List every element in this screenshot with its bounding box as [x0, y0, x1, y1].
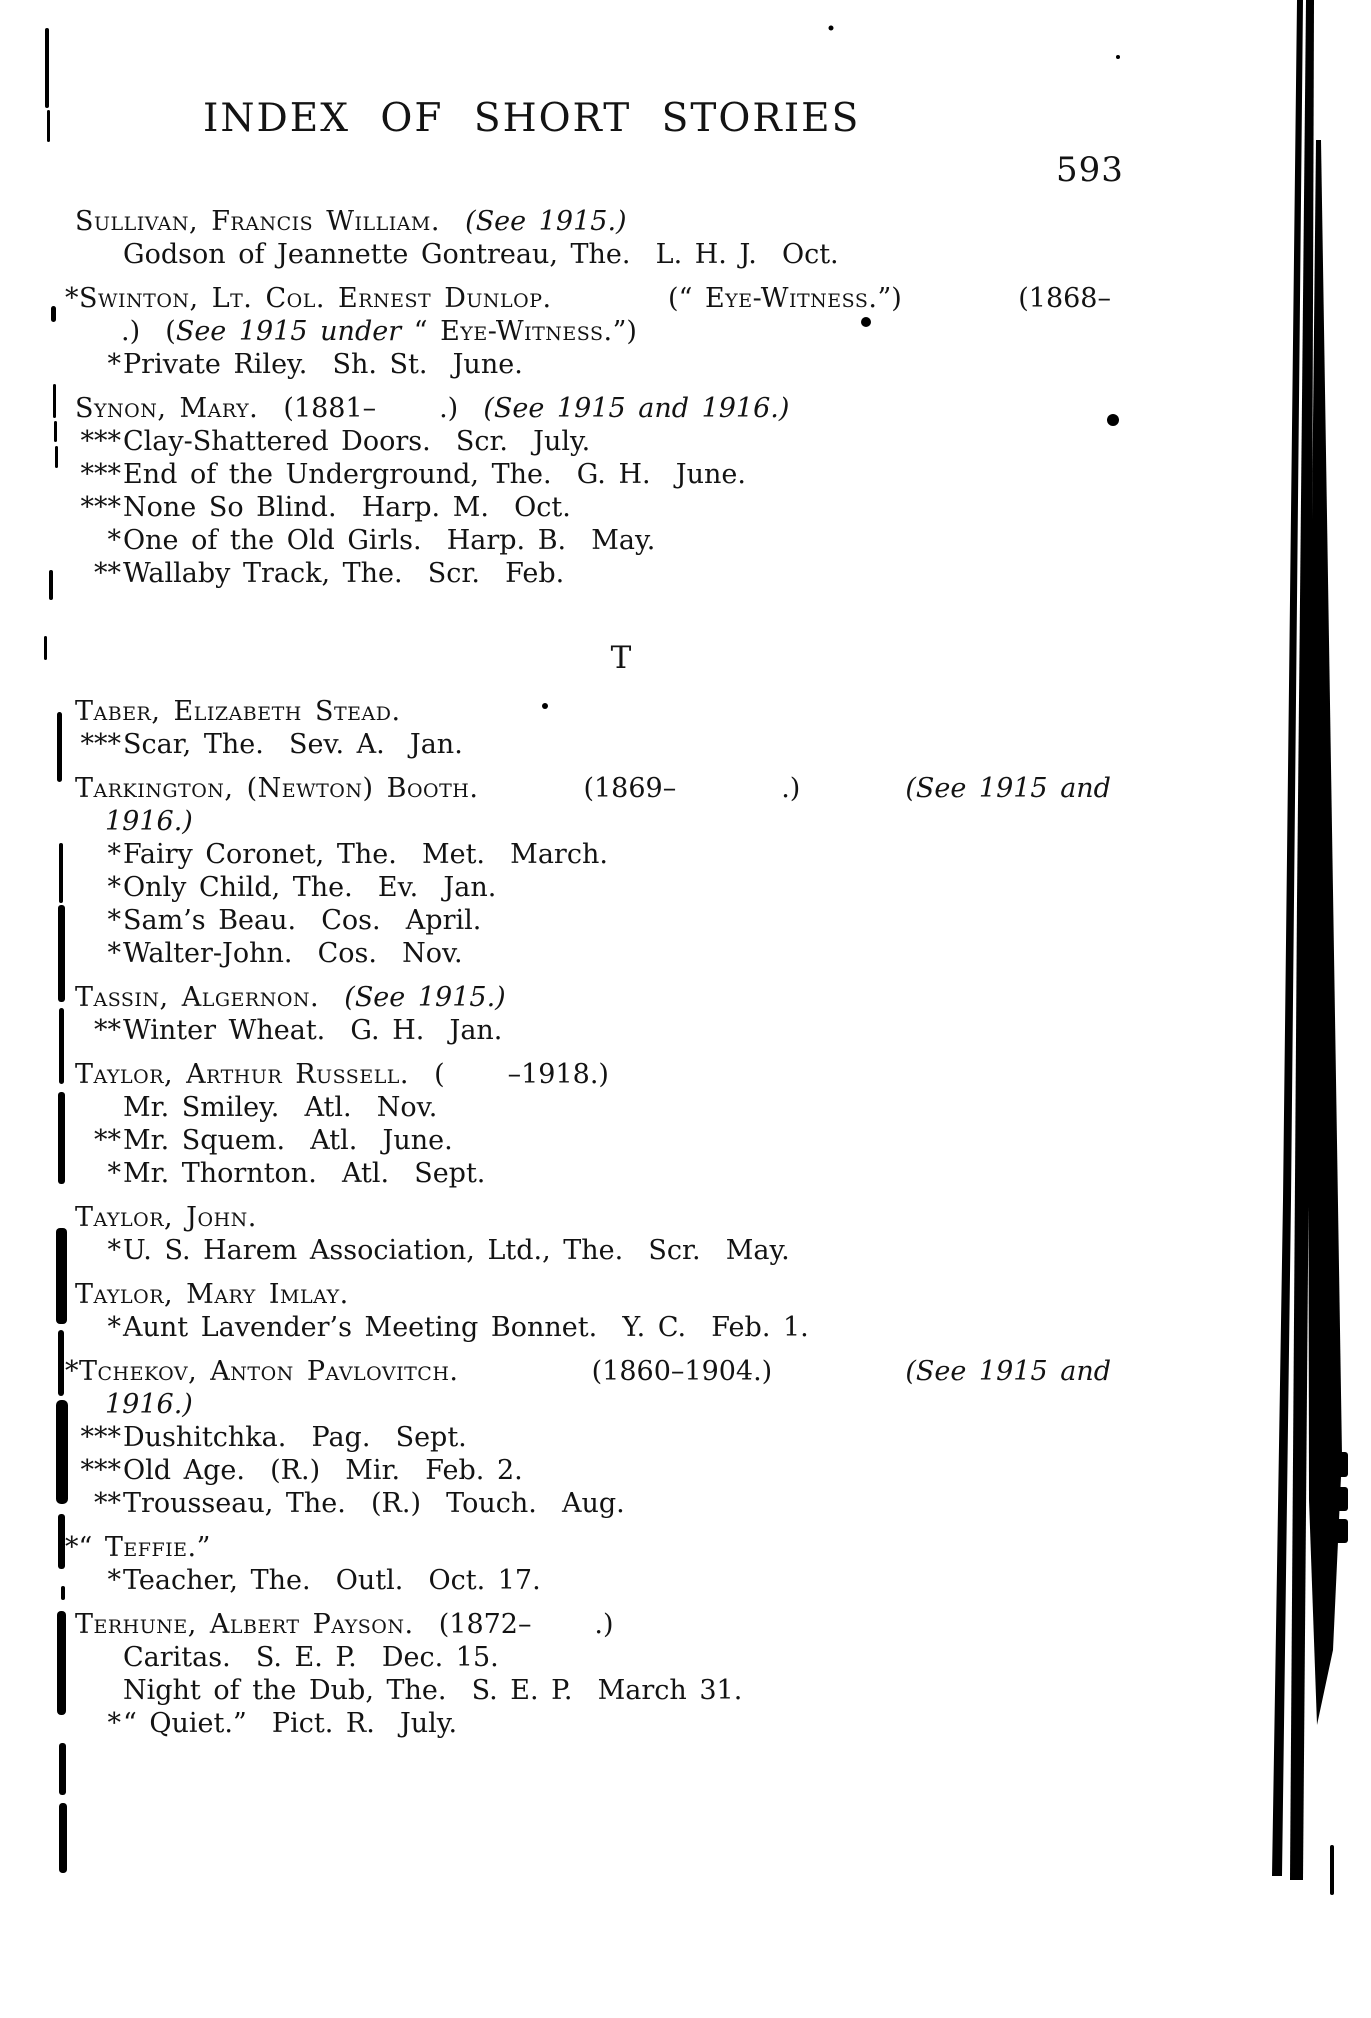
- entry-item-stars: *: [107, 905, 121, 936]
- entry-item: [75, 1564, 1111, 1597]
- header-segment-group: *Swinton, Lt. Col. Ernest Dunlop.: [65, 283, 552, 314]
- entry-item-text: Dushitchka. Pag. Sept.: [123, 1422, 467, 1453]
- index-entry: [65, 282, 1111, 381]
- header-segment-group: Synon, Mary. (1881– .) (See 1915 and 1916.): [75, 393, 790, 424]
- entry-header-line: [75, 1278, 1111, 1311]
- entry-item-stars: *: [107, 872, 121, 903]
- entry-item-text: U. S. Harem Association, Ltd., The. Scr. May.: [123, 1235, 790, 1266]
- entry-item-text: Night of the Dub, The. S. E. P. March 31.: [123, 1675, 743, 1706]
- entry-header-line: [75, 1058, 1111, 1091]
- entry-item: [75, 728, 1111, 761]
- entry-item-stars: [75, 1091, 121, 1124]
- entry-item: [75, 1421, 1111, 1454]
- entry-item-stars: *: [107, 1312, 121, 1343]
- entry-item-stars: *: [107, 525, 121, 556]
- page-title: INDEX OF SHORT STORIES: [203, 96, 861, 141]
- entry-item-text: Teacher, The. Outl. Oct. 17.: [123, 1565, 541, 1596]
- entry-item-text: Walter-John. Cos. Nov.: [123, 938, 463, 969]
- entry-item: [75, 1454, 1111, 1487]
- entry-item: [75, 871, 1111, 904]
- entry-item-stars: ***: [80, 729, 121, 760]
- entry-item: [75, 238, 1111, 271]
- header-segment-group: 1916.): [105, 1389, 193, 1420]
- entry-item-stars: **: [94, 1015, 121, 1046]
- header-segment-group: .): [781, 773, 801, 804]
- entry-item-stars: [75, 238, 121, 271]
- header-segment-group: (See 1915 and: [905, 1356, 1111, 1387]
- entry-item: [75, 1091, 1111, 1124]
- entry-item: [75, 1234, 1111, 1267]
- entry-item-text: Wallaby Track, The. Scr. Feb.: [123, 558, 565, 589]
- entry-item: [75, 1014, 1111, 1047]
- header-segment-group: (“ Eye-Witness.”): [668, 283, 902, 314]
- entry-item: [75, 937, 1111, 970]
- page-number: 593: [1056, 150, 1124, 190]
- header-segment-group: Tassin, Algernon. (See 1915.): [75, 982, 506, 1013]
- entry-item-stars: **: [94, 558, 121, 589]
- entry-item: [75, 557, 1111, 590]
- entry-header-line: [75, 695, 1111, 728]
- entry-item-text: End of the Underground, The. G. H. June.: [123, 459, 746, 490]
- entry-item-text: Winter Wheat. G. H. Jan.: [123, 1015, 503, 1046]
- header-segment-group: Taylor, Mary Imlay.: [75, 1279, 349, 1310]
- entry-item-stars: *: [107, 1235, 121, 1266]
- entry-item-stars: *: [107, 938, 121, 969]
- header-segment-group: *Tchekov, Anton Pavlovitch.: [65, 1356, 459, 1387]
- entry-header-line: [75, 205, 1111, 238]
- entry-item-text: Fairy Coronet, The. Met. March.: [123, 839, 608, 870]
- entry-item: [75, 458, 1111, 491]
- entry-item: [75, 838, 1111, 871]
- entry-item-text: Mr. Squem. Atl. June.: [123, 1125, 453, 1156]
- header-segment-group: *“ Teffie.”: [65, 1532, 211, 1563]
- entry-item-stars: ***: [80, 492, 121, 523]
- index-entry: [75, 1058, 1111, 1190]
- entry-item: [75, 904, 1111, 937]
- header-segment-group: Taylor, Arthur Russell. ( –1918.): [75, 1059, 609, 1090]
- entry-item-text: Private Riley. Sh. St. June.: [123, 349, 523, 380]
- entry-item-stars: *: [107, 1565, 121, 1596]
- entry-header-line: [65, 282, 1111, 315]
- entry-item-stars: *: [107, 1708, 121, 1739]
- index-entry: [75, 772, 1111, 970]
- entry-header-line: [75, 1201, 1111, 1234]
- entry-header-line: [65, 1355, 1111, 1388]
- index-entry: [65, 1531, 1111, 1597]
- entry-header-line: [105, 1388, 1111, 1421]
- header-segment-group: 1916.): [105, 806, 193, 837]
- entry-item-text: None So Blind. Harp. M. Oct.: [123, 492, 571, 523]
- entry-item: [75, 1707, 1111, 1740]
- binding-shadow-artifact: [1272, 0, 1348, 1895]
- entry-item-stars: **: [94, 1125, 121, 1156]
- header-segment-group: Terhune, Albert Payson. (1872– .): [75, 1609, 614, 1640]
- header-segment-group: Sullivan, Francis William. (See 1915.): [75, 206, 627, 237]
- entry-item: [75, 491, 1111, 524]
- entry-item-text: Scar, The. Sev. A. Jan.: [123, 729, 463, 760]
- entry-item: [75, 425, 1111, 458]
- section-heading: T: [610, 640, 632, 676]
- entry-item-stars: ***: [80, 1422, 121, 1453]
- entry-header-line: [105, 805, 1111, 838]
- entry-header-line: [75, 981, 1111, 1014]
- entry-item-text: Clay-Shattered Doors. Scr. July.: [123, 426, 591, 457]
- entry-item-stars: ***: [80, 1455, 121, 1486]
- entry-item-stars: [75, 1674, 121, 1707]
- index-entries: [65, 205, 1111, 1740]
- header-segment-group: Taber, Elizabeth Stead.: [75, 696, 401, 727]
- entry-item-text: Mr. Thornton. Atl. Sept.: [123, 1158, 486, 1189]
- entry-item-text: Mr. Smiley. Atl. Nov.: [123, 1092, 438, 1123]
- entry-item: [75, 1124, 1111, 1157]
- entry-item-text: Trousseau, The. (R.) Touch. Aug.: [123, 1488, 625, 1519]
- index-entry: [75, 1608, 1111, 1740]
- header-segment-group: Tarkington, (Newton) Booth.: [75, 773, 479, 804]
- entry-item: [75, 1674, 1111, 1707]
- entry-header-line: [75, 392, 1111, 425]
- entry-item: [75, 524, 1111, 557]
- entry-item-text: “ Quiet.” Pict. R. July.: [123, 1708, 458, 1739]
- entry-item-text: One of the Old Girls. Harp. B. May.: [123, 525, 656, 556]
- entry-item-stars: *: [107, 1158, 121, 1189]
- index-entry: [75, 1278, 1111, 1344]
- entry-header-line: [75, 772, 1111, 805]
- entry-item-text: Aunt Lavender’s Meeting Bonnet. Y. C. Feb. 1.: [123, 1312, 809, 1343]
- index-entry: [75, 981, 1111, 1047]
- entry-item-stars: [75, 1641, 121, 1674]
- entry-item-stars: ***: [80, 459, 121, 490]
- entry-header-line: [75, 1608, 1111, 1641]
- entry-item: [75, 1487, 1111, 1520]
- entry-header-line: [65, 1531, 1111, 1564]
- entry-item-stars: **: [94, 1488, 121, 1519]
- header-segment-group: .) (See 1915 under “ Eye-Witness.”): [121, 316, 637, 347]
- header-segment-group: Taylor, John.: [75, 1202, 257, 1233]
- header-segment-group: (1860–1904.): [591, 1356, 773, 1387]
- entry-item: [75, 1641, 1111, 1674]
- header-segment-group: (1869–: [583, 773, 677, 804]
- entry-item: [75, 348, 1111, 381]
- page-content: [65, 96, 1111, 1751]
- index-entry: [75, 205, 1111, 271]
- index-entry: [75, 392, 1111, 590]
- header-segment-group: (1868–: [1018, 283, 1111, 314]
- entry-header-line: [121, 315, 1111, 348]
- entry-item-stars: *: [107, 839, 121, 870]
- index-entry: [75, 1201, 1111, 1267]
- index-entry: [75, 695, 1111, 761]
- entry-item: [75, 1157, 1111, 1190]
- header-segment-group: (See 1915 and: [905, 773, 1111, 804]
- entry-item-text: Sam’s Beau. Cos. April.: [123, 905, 482, 936]
- entry-item-text: Only Child, The. Ev. Jan.: [123, 872, 497, 903]
- entry-item-stars: *: [107, 349, 121, 380]
- entry-item-text: Caritas. S. E. P. Dec. 15.: [123, 1642, 499, 1673]
- entry-item-text: Godson of Jeannette Gontreau, The. L. H. J. Oct.: [123, 239, 839, 270]
- entry-item-stars: ***: [80, 426, 121, 457]
- index-entry: [65, 1355, 1111, 1520]
- entry-item-text: Old Age. (R.) Mir. Feb. 2.: [123, 1455, 523, 1486]
- entry-item: [75, 1311, 1111, 1344]
